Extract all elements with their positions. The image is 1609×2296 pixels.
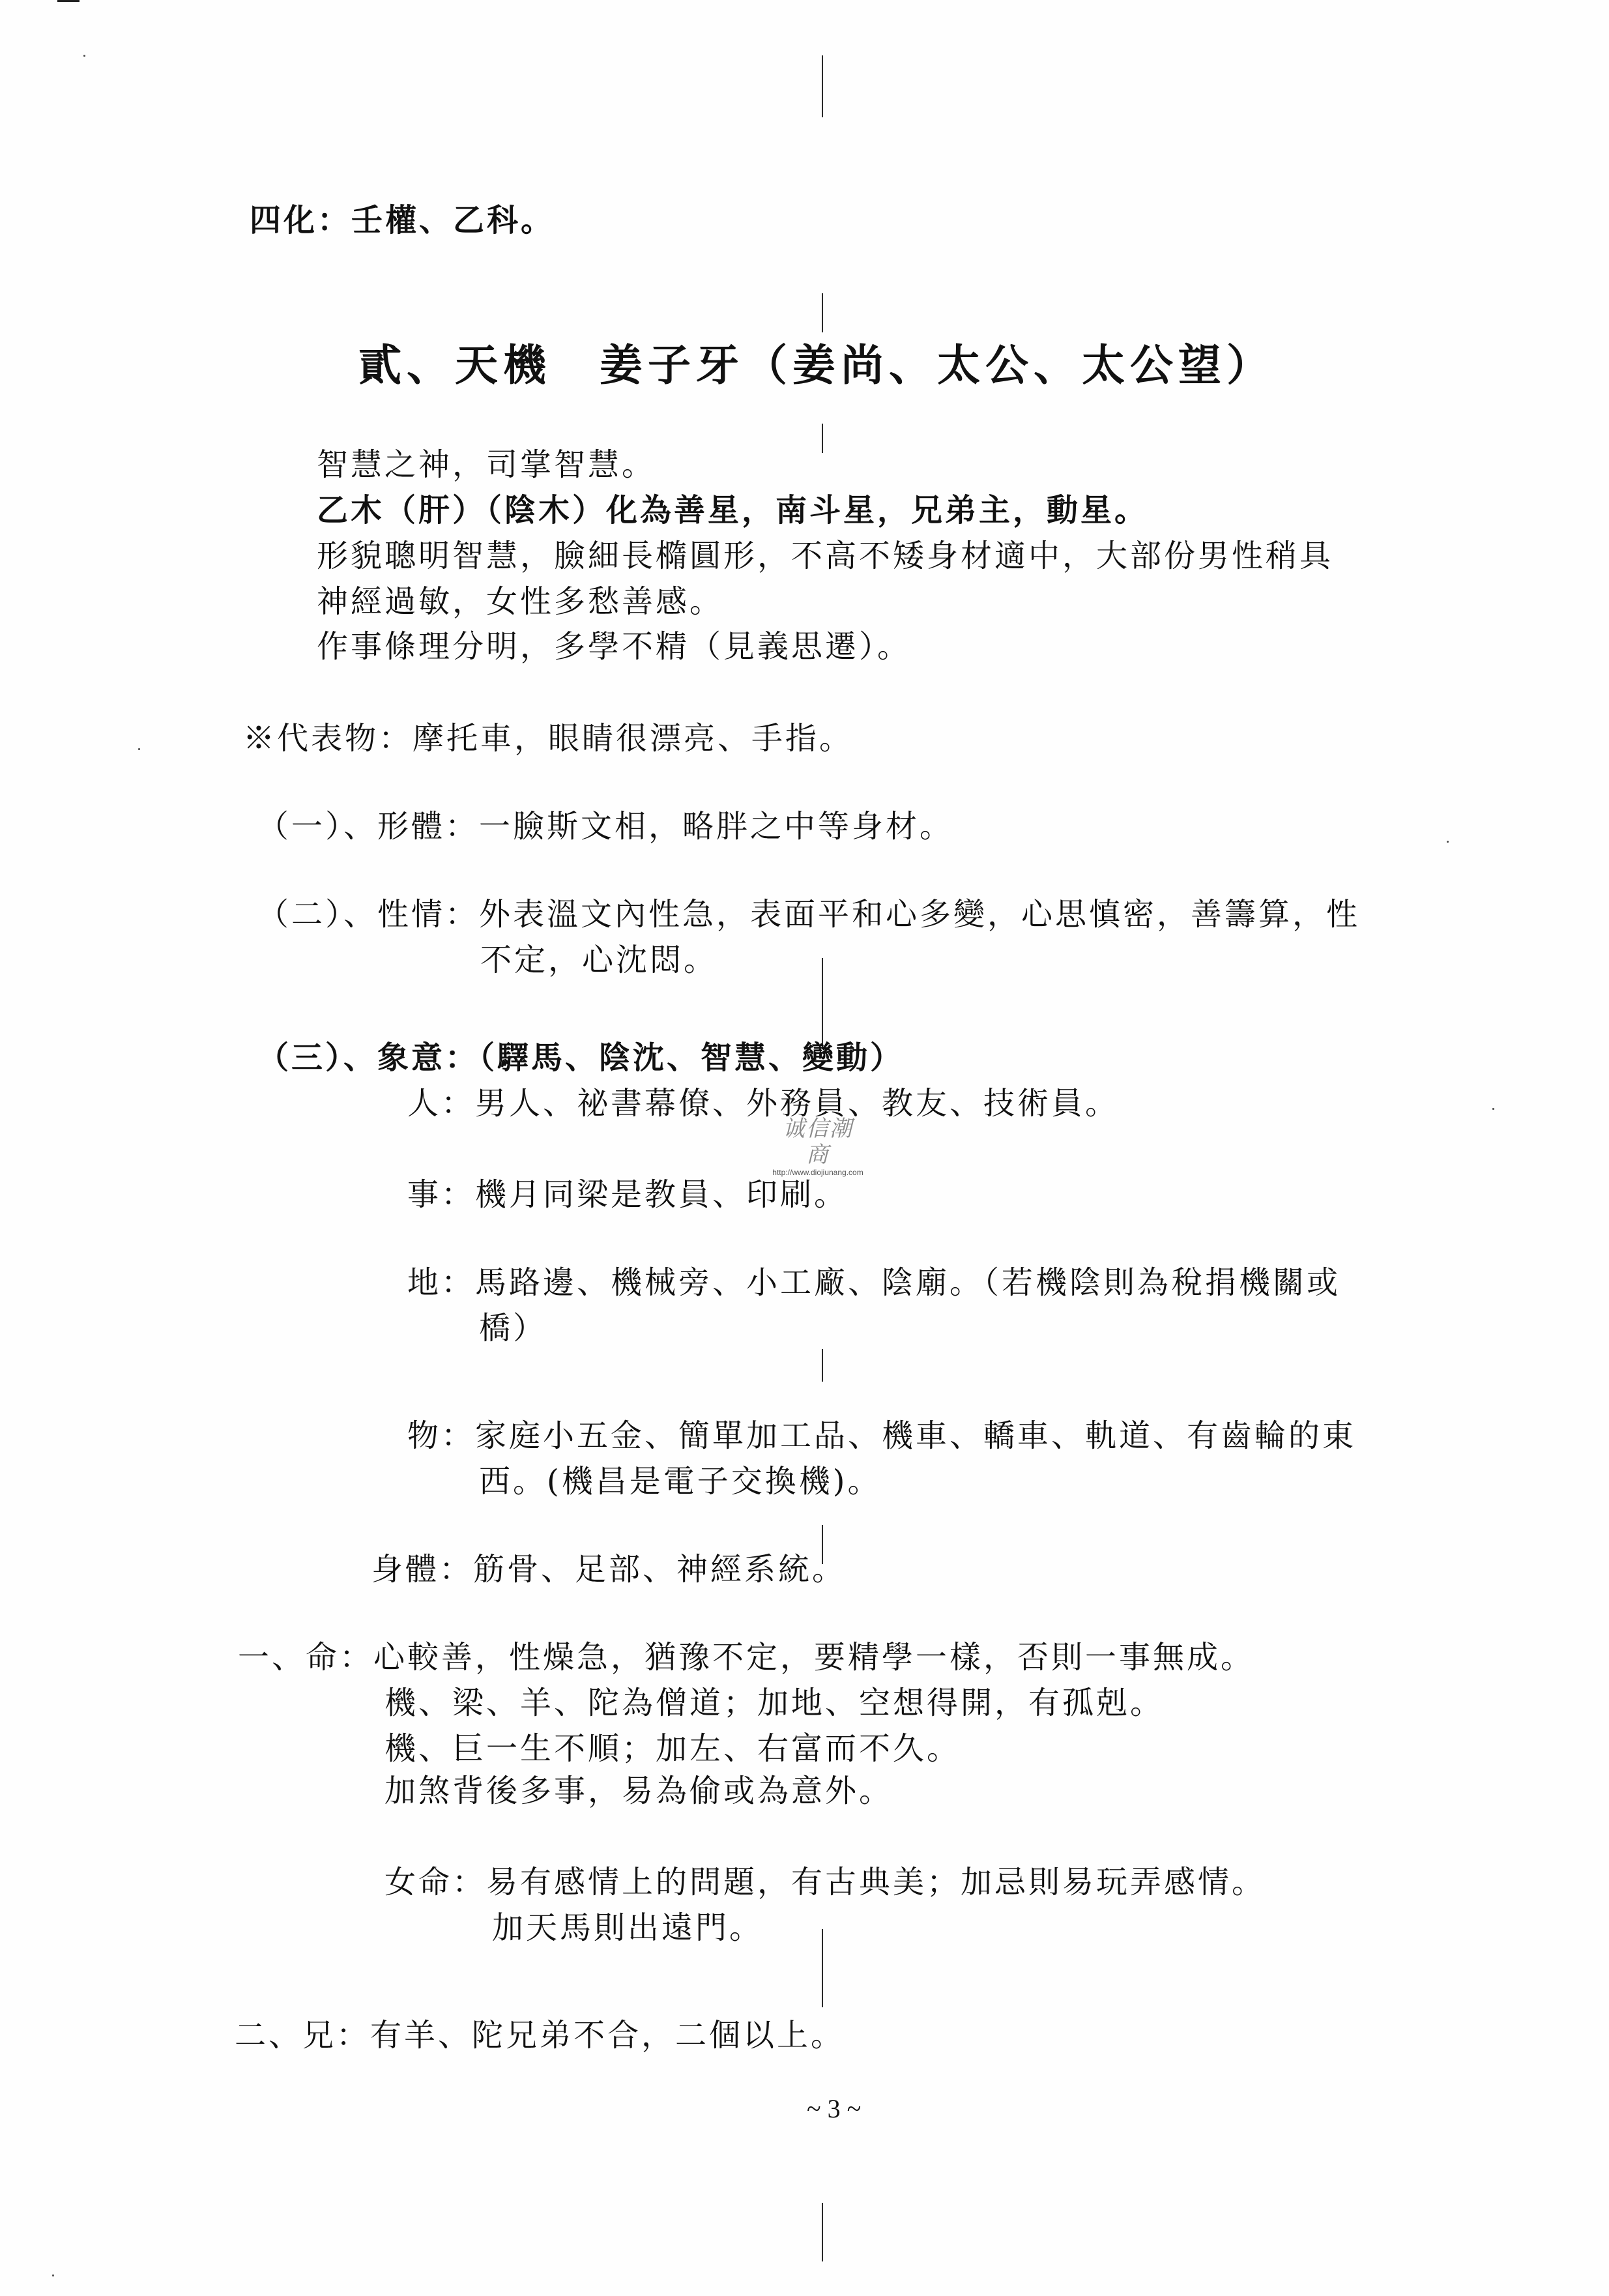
scan-speck [52,2274,54,2276]
fold-line [822,55,823,117]
scan-corner-mark [57,0,80,2]
scan-speck [1492,1108,1494,1110]
life-palace-line: 機、巨一生不順；加左、右富而不久。 [384,1730,961,1767]
symbolism-object: 西。(機昌是電子交換機)。 [479,1463,882,1500]
siblings-palace: 二、兄：有羊、陀兄弟不合，二個以上。 [235,2017,845,2054]
scan-speck [83,55,85,57]
fold-line [822,1929,823,2007]
symbolism-matter: 事：機月同梁是教員、印刷。 [407,1176,848,1213]
intro-line: 乙木（肝）（陰木）化為善星，南斗星，兄弟主，動星。 [317,492,1149,529]
female-life-line: 女命：易有感情上的問題，有古典美；加忌則易玩弄感情。 [384,1864,1266,1900]
symbolism-place: 地：馬路邊、機械旁、小工廠、陰廟。（若機陰則為稅捐機關或 [407,1264,1341,1301]
fold-line [822,293,823,332]
symbolism-body: 身體：筋骨、足部、神經系統。 [371,1551,847,1588]
page-number: ~ 3 ~ [807,2094,862,2123]
section-title: 貳、天機 姜子牙（姜尚、太公、太公望） [358,340,1275,390]
intro-line: 作事條理分明，多學不精（見義思遷）。 [317,628,912,665]
life-palace-line: 加煞背後多事，易為偷或為意外。 [384,1773,893,1809]
intro-line: 神經過敏，女性多愁善感。 [317,583,724,620]
female-life-line: 加天馬則出遠門。 [492,1910,764,1946]
temperament-line: 不定，心沈悶。 [480,942,718,978]
watermark [772,1116,863,1177]
symbolism-place: 橋） [479,1310,547,1346]
symbolism-heading: （三）、象意：（驛馬、陰沈、智慧、變動） [257,1039,905,1076]
life-palace-line: 一、命：心較善，性燥急，猶豫不定，要精學一樣，否則一事無成。 [238,1639,1255,1676]
symbolism-person: 人：男人、祕書幕僚、外務員、教友、技術員。 [407,1085,1120,1122]
fold-line [822,1349,823,1382]
fold-line [822,424,823,453]
fold-line [822,958,823,1049]
intro-line: 智慧之神，司掌智慧。 [317,446,656,483]
watermark-title: 诚信潮商 [783,1116,853,1168]
temperament-line: （二）、性情：外表溫文內性急，表面平和心多變，心思慎密，善籌算，性 [257,896,1361,933]
representative-objects: ※代表物：摩托車，眼睛很漂亮、手指。 [243,720,854,757]
watermark-url: http://www.diojiunang.com [772,1168,863,1177]
scan-speck [138,748,140,750]
scan-speck [1447,841,1449,843]
four-transformations: 四化：壬權、乙科。 [250,202,555,239]
body-shape: （一）、形體：一臉斯文相，略胖之中等身材。 [257,808,954,845]
intro-line: 形貌聰明智慧，臉細長橢圓形，不高不矮身材適中，大部份男性稍具 [317,538,1334,574]
symbolism-object: 物：家庭小五金、簡單加工品、機車、轎車、軌道、有齒輪的東 [407,1417,1357,1454]
fold-line [822,2203,823,2261]
life-palace-line: 機、梁、羊、陀為僧道；加地、空想得開，有孤剋。 [384,1685,1165,1721]
